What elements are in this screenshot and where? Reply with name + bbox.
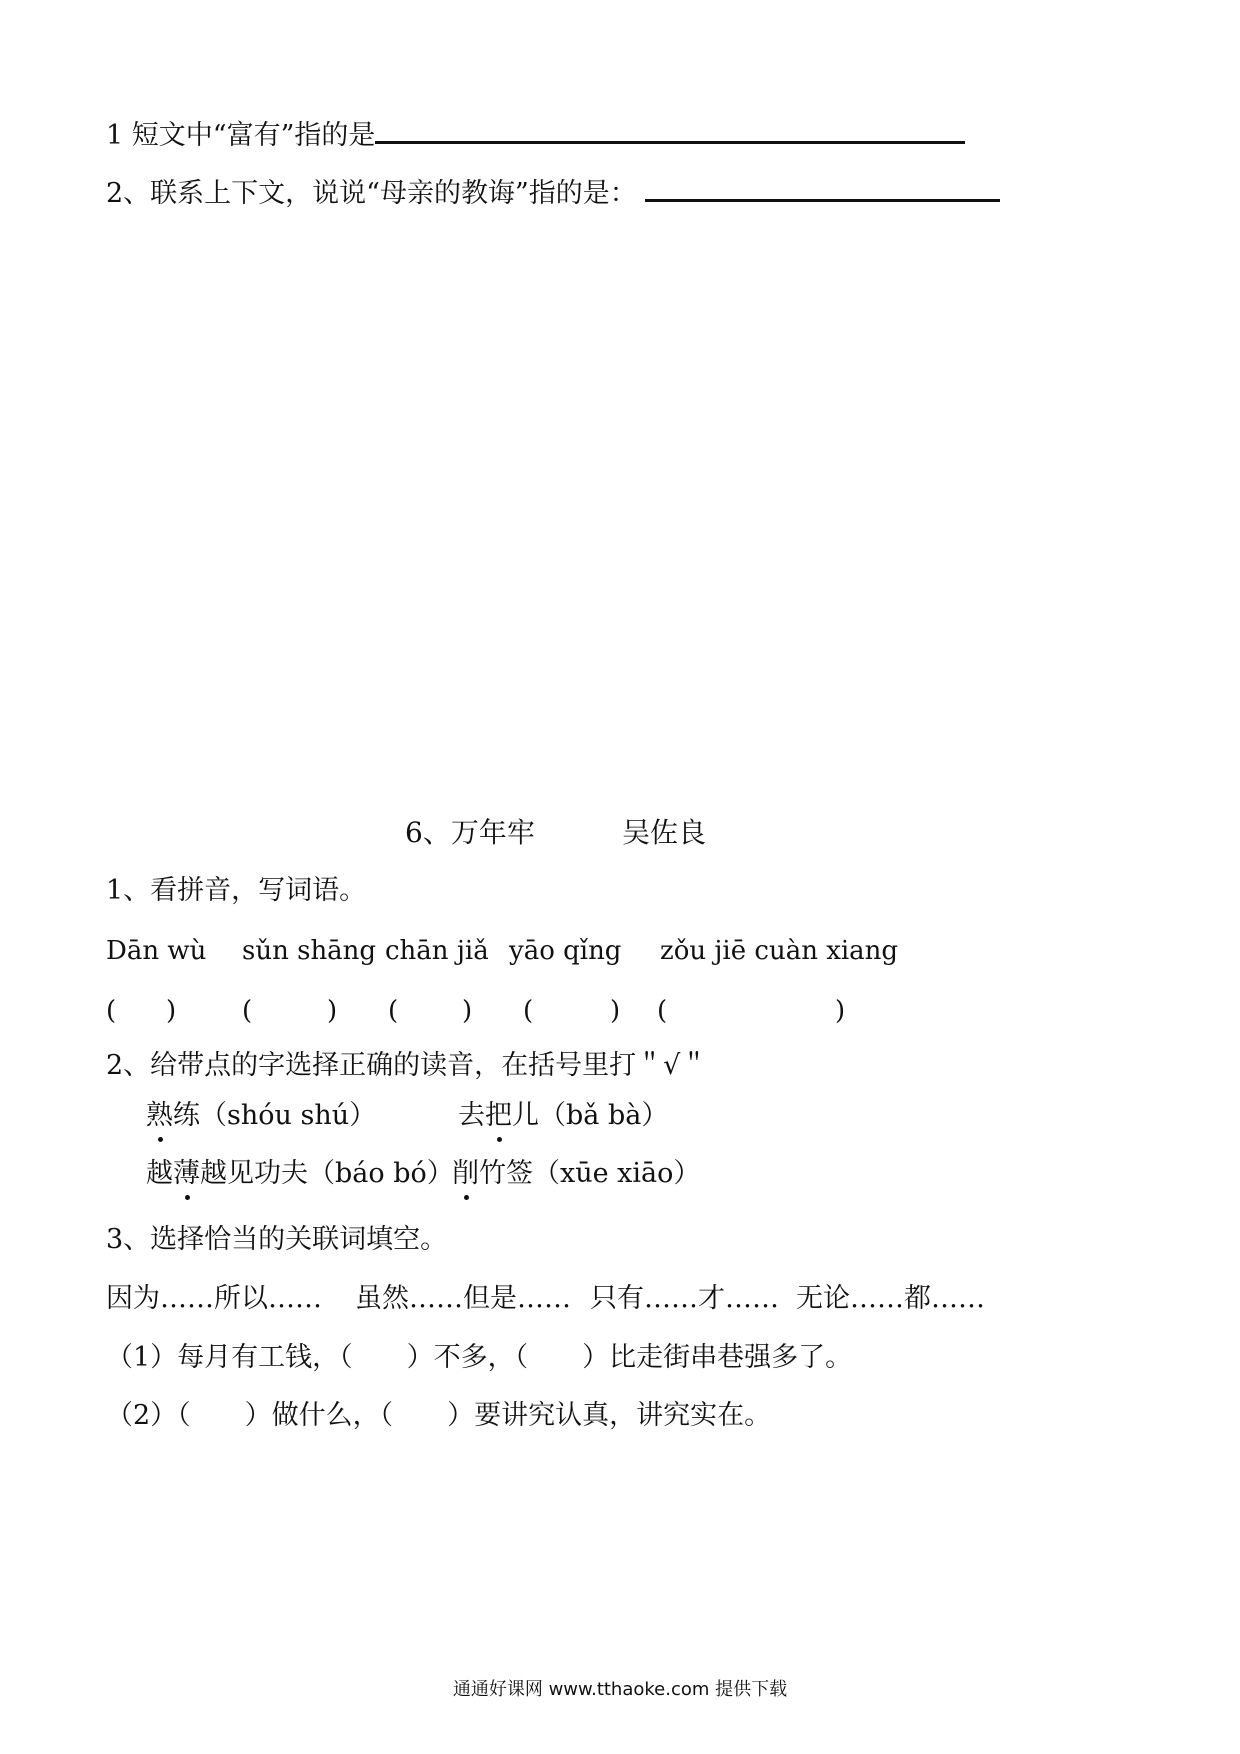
conjunction-option-1: 因为……所以…… — [106, 1283, 322, 1314]
pinyin-3: chān jiǎ — [385, 936, 489, 966]
footer-credit: 通通好课网 www.tthaoke.com 提供下载 — [452, 1679, 788, 1700]
fill-sentence-1: （1）每月有工钱，（ ）不多，（ ）比走街串巷强多了。 — [106, 1342, 853, 1373]
question-1 — [106, 118, 965, 154]
question-2-text: 2、联系上下文，说说“母亲的教诲”指的是： — [106, 178, 637, 209]
section-2-heading: 2、给带点的字选择正确的读音，在括号里打＂√＂ — [106, 1050, 708, 1081]
pinyin-5: zǒu jiē cuàn xiang — [660, 936, 899, 966]
reading-item-4: 削竹签（xūe xiāo） — [452, 1156, 700, 1192]
lesson-author: 吴佐良 — [622, 816, 707, 849]
pinyin-1: Dān wù — [106, 936, 207, 966]
conjunction-option-3: 只有……才…… — [590, 1283, 779, 1314]
question-1-text: 1 短文中“富有”指的是 — [106, 120, 376, 151]
answer-bracket-1-open: ( — [106, 996, 117, 1026]
conjunction-option-4: 无论……都…… — [796, 1283, 985, 1314]
dotted-char: 熟 — [146, 1098, 173, 1134]
reading-item-3: 越薄越见功夫（báo bó） — [146, 1156, 454, 1192]
answer-bracket-4-close: ) — [610, 996, 621, 1026]
question-1-blank[interactable] — [375, 141, 965, 144]
reading-item-1: 熟练（shóu shú） — [146, 1098, 376, 1134]
dotted-char: 把 — [485, 1098, 512, 1134]
conjunction-option-2: 虽然……但是…… — [355, 1283, 571, 1314]
answer-bracket-2-open: ( — [242, 996, 253, 1026]
answer-bracket-5-close: ) — [835, 996, 846, 1026]
section-1-heading: 1、看拼音，写词语。 — [106, 875, 367, 906]
answer-bracket-3-close: ) — [462, 996, 473, 1026]
answer-bracket-5-open: ( — [657, 996, 668, 1026]
dotted-char: 削 — [452, 1156, 479, 1192]
pinyin-2: sǔn shāng — [242, 936, 377, 966]
question-2 — [106, 176, 1000, 212]
fill-sentence-2: （2）（ ）做什么，（ ）要讲究认真，讲究实在。 — [106, 1400, 772, 1431]
lesson-title: 6、万年牢 — [405, 816, 535, 849]
answer-bracket-2-close: ) — [327, 996, 338, 1026]
answer-bracket-3-open: ( — [388, 996, 399, 1026]
answer-bracket-1-close: ) — [166, 996, 177, 1026]
answer-bracket-4-open: ( — [523, 996, 534, 1026]
reading-item-2: 去把儿（bǎ bà） — [458, 1098, 668, 1134]
pinyin-4: yāo qǐng — [509, 936, 622, 966]
dotted-char: 薄 — [173, 1156, 200, 1192]
section-3-heading: 3、选择恰当的关联词填空。 — [106, 1224, 448, 1255]
question-2-blank[interactable] — [645, 199, 1000, 202]
